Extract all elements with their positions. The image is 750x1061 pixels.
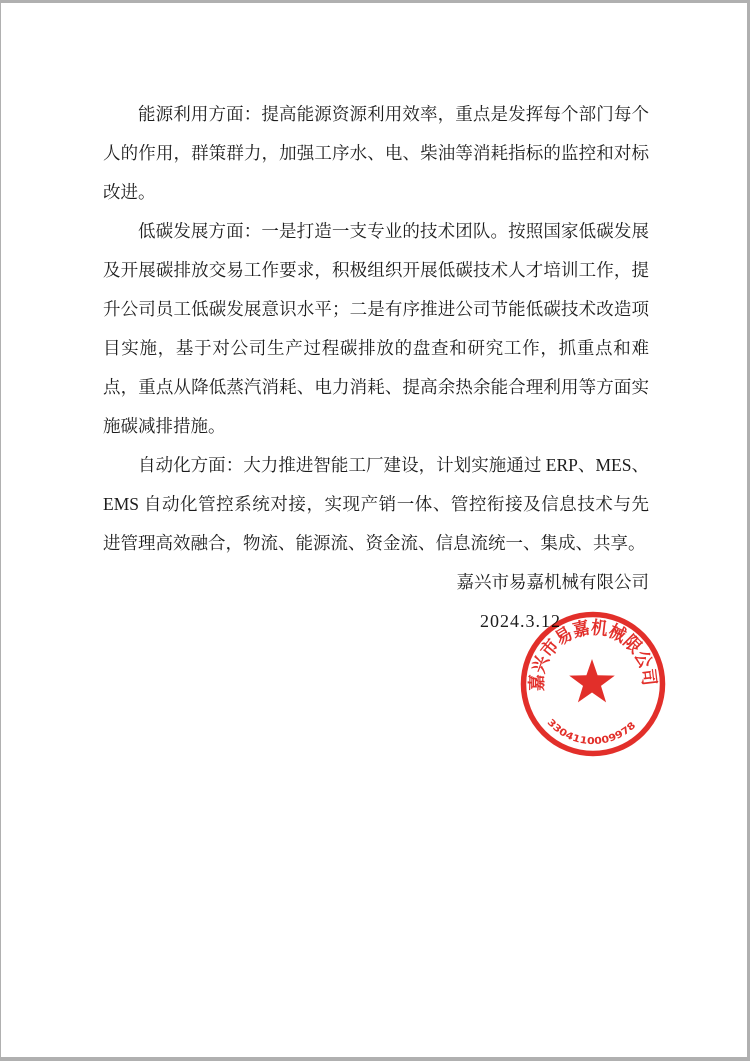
paragraph-low-carbon-development: 低碳发展方面：一是打造一支专业的技术团队。按照国家低碳发展及开展碳排放交易工作要求，积极组织开展低碳技术人才培训工作，提升公司员工低碳发展意识水平；二是有序推进公司节能低碳技术改造项目实施，基于对公司生产过程碳排放的盘查和研究工作，抓重点和难点，重点从降低蒸汽消耗、电力消耗、提高余热余能合理利用等方面实施碳减排措施。 <box>103 221 649 436</box>
company-seal-stamp <box>518 609 668 759</box>
star-icon <box>569 659 615 702</box>
document-body <box>103 95 649 641</box>
signature-date: 2024.3.12 <box>480 611 561 631</box>
paragraph-automation: 自动化方面：大力推进智能工厂建设，计划实施通过 ERP、MES、EMS 自动化管控系统对接，实现产销一体、管控衔接及信息技术与先进管理高效融合，物流、能源流、资金流、信息流统一、集成、共享。 <box>103 455 649 553</box>
document-page <box>1 3 747 1057</box>
paragraph-energy-utilization: 能源利用方面：提高能源资源利用效率，重点是发挥每个部门每个人的作用，群策群力，加强工序水、电、柴油等消耗指标的监控和对标改进。 <box>103 104 649 202</box>
signature-company: 嘉兴市易嘉机械有限公司 <box>456 572 649 592</box>
seal-company-text: 嘉兴市易嘉机械限公司 <box>526 617 660 692</box>
seal-code-text: 3304110009978 <box>544 717 638 748</box>
